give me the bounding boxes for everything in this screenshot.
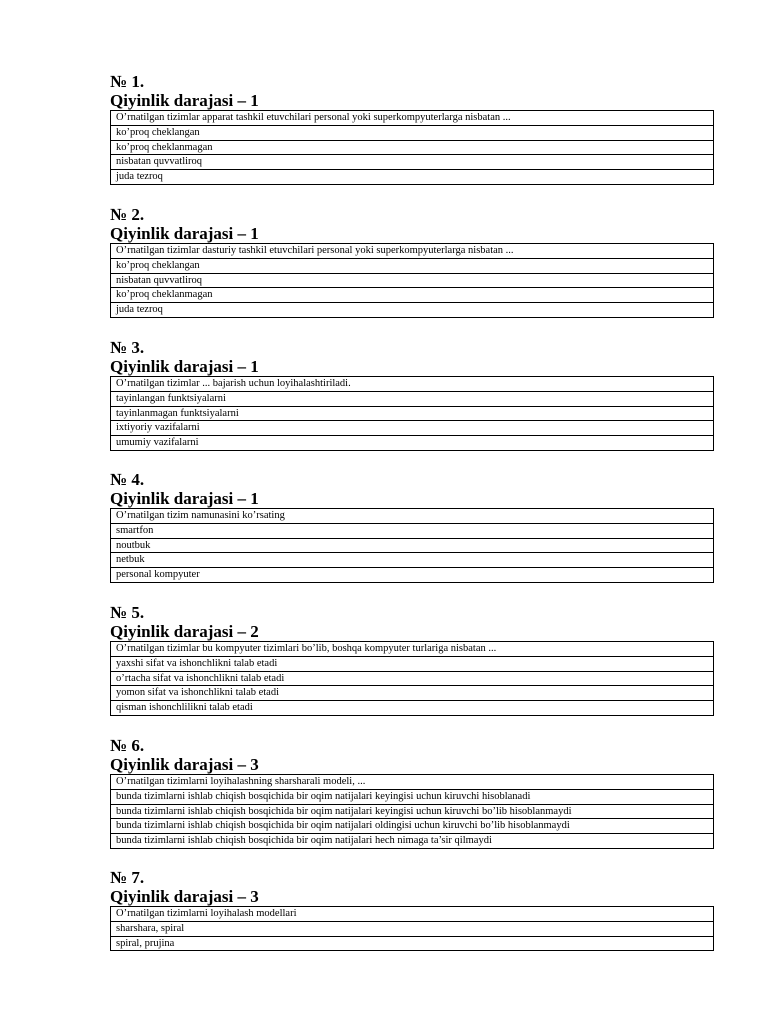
question-table: [110, 641, 714, 716]
answer-option: ixtiyoriy vazifalarni: [111, 421, 713, 436]
answer-option: ko’proq cheklangan: [111, 126, 713, 141]
question-number: № 2.: [110, 205, 145, 224]
question-number: № 5.: [110, 603, 145, 622]
question-3: [110, 338, 714, 451]
answer-option: ko’proq cheklanmagan: [111, 288, 713, 303]
question-number: № 7.: [110, 868, 145, 887]
answer-option: yaxshi sifat va ishonchlikni talab etadi: [111, 657, 713, 672]
answer-option: sharshara, spiral: [111, 922, 713, 937]
question-table: [110, 110, 714, 185]
difficulty-level: Qiyinlik darajasi – 1: [110, 489, 259, 508]
difficulty-level: Qiyinlik darajasi – 1: [110, 91, 259, 110]
answer-option: ko’proq cheklanmagan: [111, 141, 713, 156]
answer-option: yomon sifat va ishonchlikni talab etadi: [111, 686, 713, 701]
answer-option: bunda tizimlarni ishlab chiqish bosqichida bir oqim natijalari hech nimaga ta’sir qilmaydi: [111, 834, 713, 849]
question-2: [110, 205, 714, 318]
answer-option: smartfon: [111, 524, 713, 539]
answer-option: tayinlangan funktsiyalarni: [111, 392, 713, 407]
answer-option: netbuk: [111, 553, 713, 568]
question-7: [110, 868, 714, 951]
question-prompt: O’rnatilgan tizimlar dasturiy tashkil etuvchilari personal yoki superkompyuterlarga nisbatan ...: [111, 244, 713, 259]
answer-option: juda tezroq: [111, 303, 713, 318]
answer-option: tayinlanmagan funktsiyalarni: [111, 407, 713, 422]
answer-option: noutbuk: [111, 539, 713, 554]
question-table: [110, 508, 714, 583]
question-prompt: O’rnatilgan tizimlar ... bajarish uchun loyihalashtiriladi.: [111, 377, 713, 392]
answer-option: qisman ishonchlilikni talab etadi: [111, 701, 713, 716]
question-number: № 6.: [110, 736, 145, 755]
answer-option: umumiy vazifalarni: [111, 436, 713, 451]
question-prompt: O’rnatilgan tizimlar bu kompyuter tizimlari bo’lib, boshqa kompyuter turlariga nisbatan ...: [111, 642, 713, 657]
question-4: [110, 470, 714, 583]
difficulty-level: Qiyinlik darajasi – 3: [110, 755, 259, 774]
question-prompt: O’rnatilgan tizimlarni loyihalashning sharsharali modeli, ...: [111, 775, 713, 790]
question-prompt: O’rnatilgan tizim namunasini ko’rsating: [111, 509, 713, 524]
question-1: [110, 72, 714, 185]
question-table: [110, 243, 714, 318]
question-6: [110, 736, 714, 849]
question-number: № 3.: [110, 338, 145, 357]
answer-option: nisbatan quvvatliroq: [111, 274, 713, 289]
answer-option: juda tezroq: [111, 170, 713, 185]
question-table: [110, 376, 714, 451]
answer-option: personal kompyuter: [111, 568, 713, 583]
answer-option: o’rtacha sifat va ishonchlikni talab etadi: [111, 672, 713, 687]
answer-option: ko’proq cheklangan: [111, 259, 713, 274]
question-number: № 1.: [110, 72, 145, 91]
difficulty-level: Qiyinlik darajasi – 1: [110, 357, 259, 376]
difficulty-level: Qiyinlik darajasi – 2: [110, 622, 259, 641]
question-prompt: O’rnatilgan tizimlarni loyihalash modellari: [111, 907, 713, 922]
answer-option: spiral, prujina: [111, 937, 713, 952]
question-5: [110, 603, 714, 716]
answer-option: bunda tizimlarni ishlab chiqish bosqichida bir oqim natijalari keyingisi uchun kiruvchi hisoblanadi: [111, 790, 713, 805]
answer-option: bunda tizimlarni ishlab chiqish bosqichida bir oqim natijalari oldingisi uchun kiruvchi bo’lib hisoblanmaydi: [111, 819, 713, 834]
answer-option: bunda tizimlarni ishlab chiqish bosqichida bir oqim natijalari keyingisi uchun kiruvchi bo’lib hisoblanmaydi: [111, 805, 713, 820]
difficulty-level: Qiyinlik darajasi – 3: [110, 887, 259, 906]
question-number: № 4.: [110, 470, 145, 489]
question-table: [110, 906, 714, 951]
answer-option: nisbatan quvvatliroq: [111, 155, 713, 170]
question-prompt: O’rnatilgan tizimlar apparat tashkil etuvchilari personal yoki superkompyuterlarga nisbatan ...: [111, 111, 713, 126]
difficulty-level: Qiyinlik darajasi – 1: [110, 224, 259, 243]
question-table: [110, 774, 714, 849]
